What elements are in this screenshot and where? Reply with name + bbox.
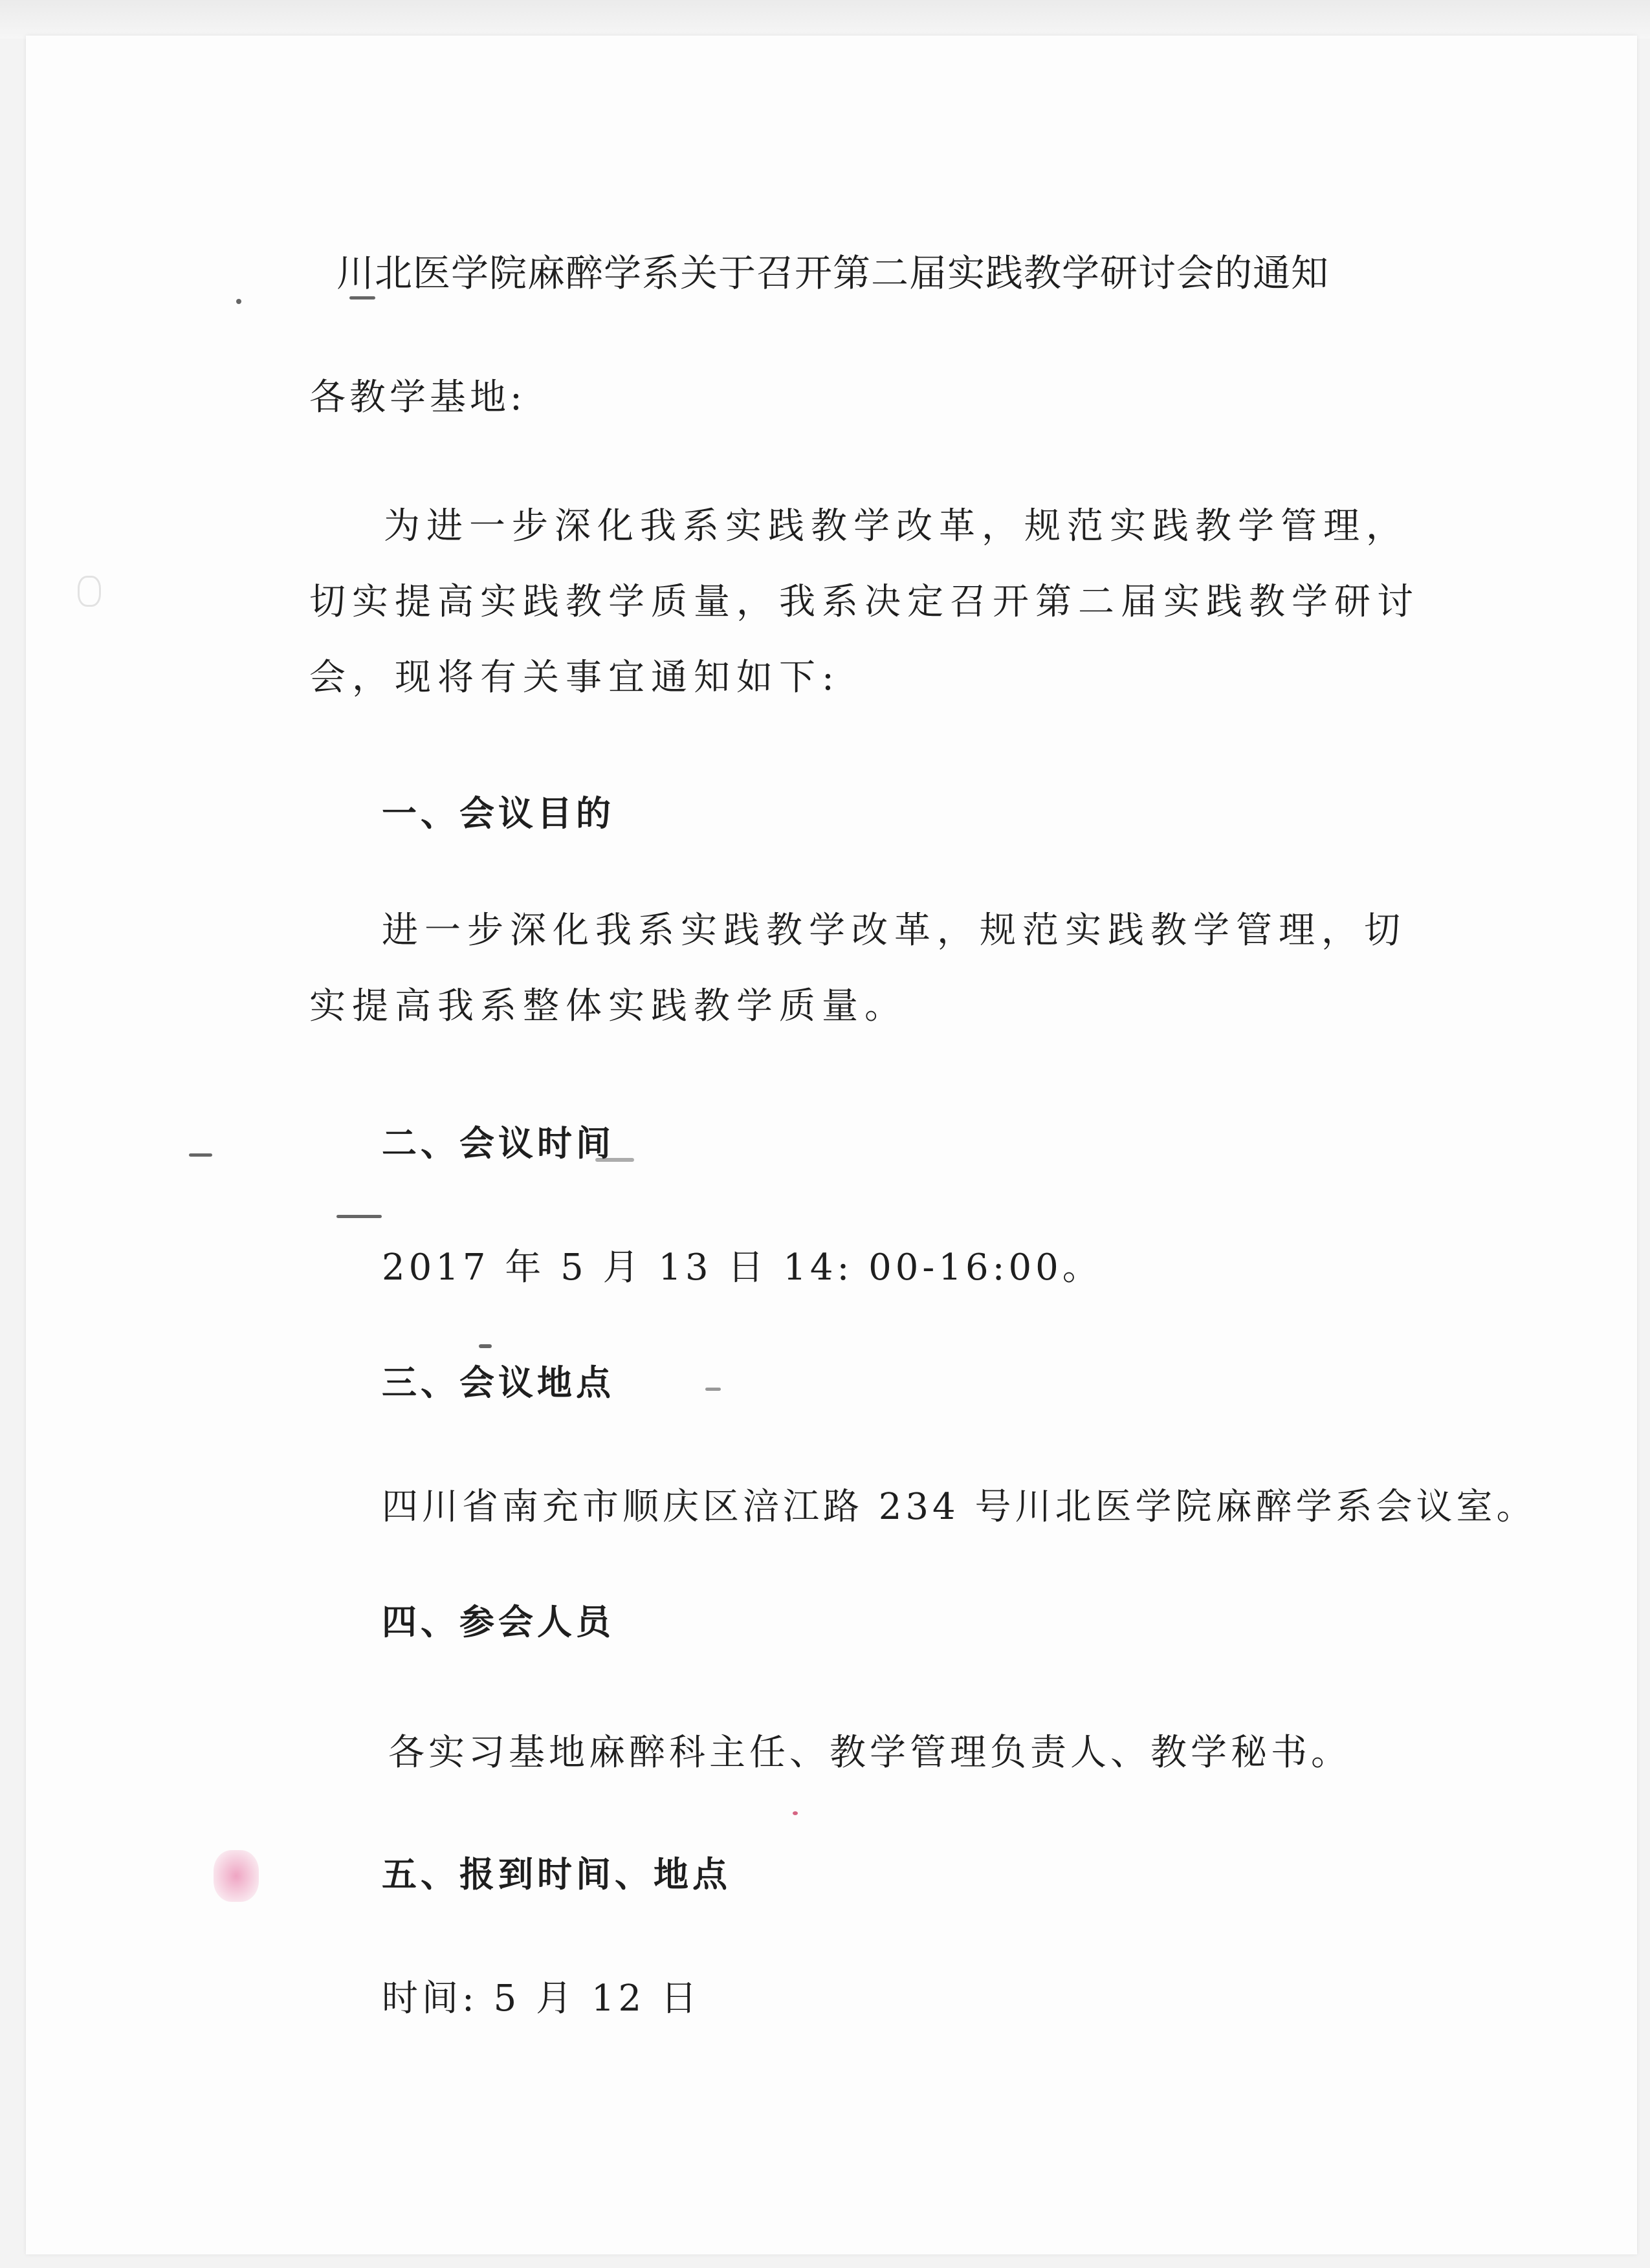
section-2-body: 2017 年 5 月 13 日 14: 00-16:00。: [382, 1247, 1103, 1289]
section-1-text: 进一步深化我系实践教学改革，规范实践教学管理，切实提高我系整体实践教学质量。: [309, 910, 1407, 1027]
scan-top-edge: [0, 0, 1650, 39]
section-4-heading: 四、参会人员: [382, 1602, 615, 1642]
section-1-body: [309, 893, 1435, 1044]
section-1-heading: 一、会议目的: [382, 793, 615, 834]
section-2-heading: 二、会议时间: [382, 1123, 615, 1164]
salutation: 各教学基地:: [309, 376, 526, 419]
section-3-body: 四川省南充市顺庆区涪江路 234 号川北医学院麻醉学系会议室。: [382, 1486, 1537, 1528]
scan-speck: [793, 1811, 798, 1815]
intro-text: 为进一步深化我系实践教学改革，规范实践教学管理，切实提高实践教学质量，我系决定召开第二届实践教学研讨会，现将有关事宜通知如下:: [309, 505, 1420, 699]
scan-speck: [349, 296, 375, 300]
scan-speck: [236, 299, 241, 304]
document-page: [26, 36, 1637, 2254]
scan-speck: [705, 1388, 721, 1391]
scan-speck: [336, 1215, 382, 1218]
document-title: 川北医学院麻醉学系关于召开第二届实践教学研讨会的通知: [336, 251, 1330, 295]
section-5-body: 时间: 5 月 12 日: [382, 1978, 701, 2020]
scan-speck: [479, 1344, 492, 1348]
scan-smudge: [78, 576, 101, 607]
intro-paragraph: [309, 488, 1435, 715]
section-3-heading: 三、会议地点: [382, 1362, 615, 1403]
scan-smudge: [214, 1850, 259, 1902]
section-5-heading: 五、报到时间、地点: [382, 1854, 731, 1895]
section-4-body: 各实习基地麻醉科主任、教学管理负责人、教学秘书。: [388, 1732, 1351, 1774]
scan-speck: [189, 1153, 212, 1157]
scan-speck: [595, 1158, 634, 1162]
